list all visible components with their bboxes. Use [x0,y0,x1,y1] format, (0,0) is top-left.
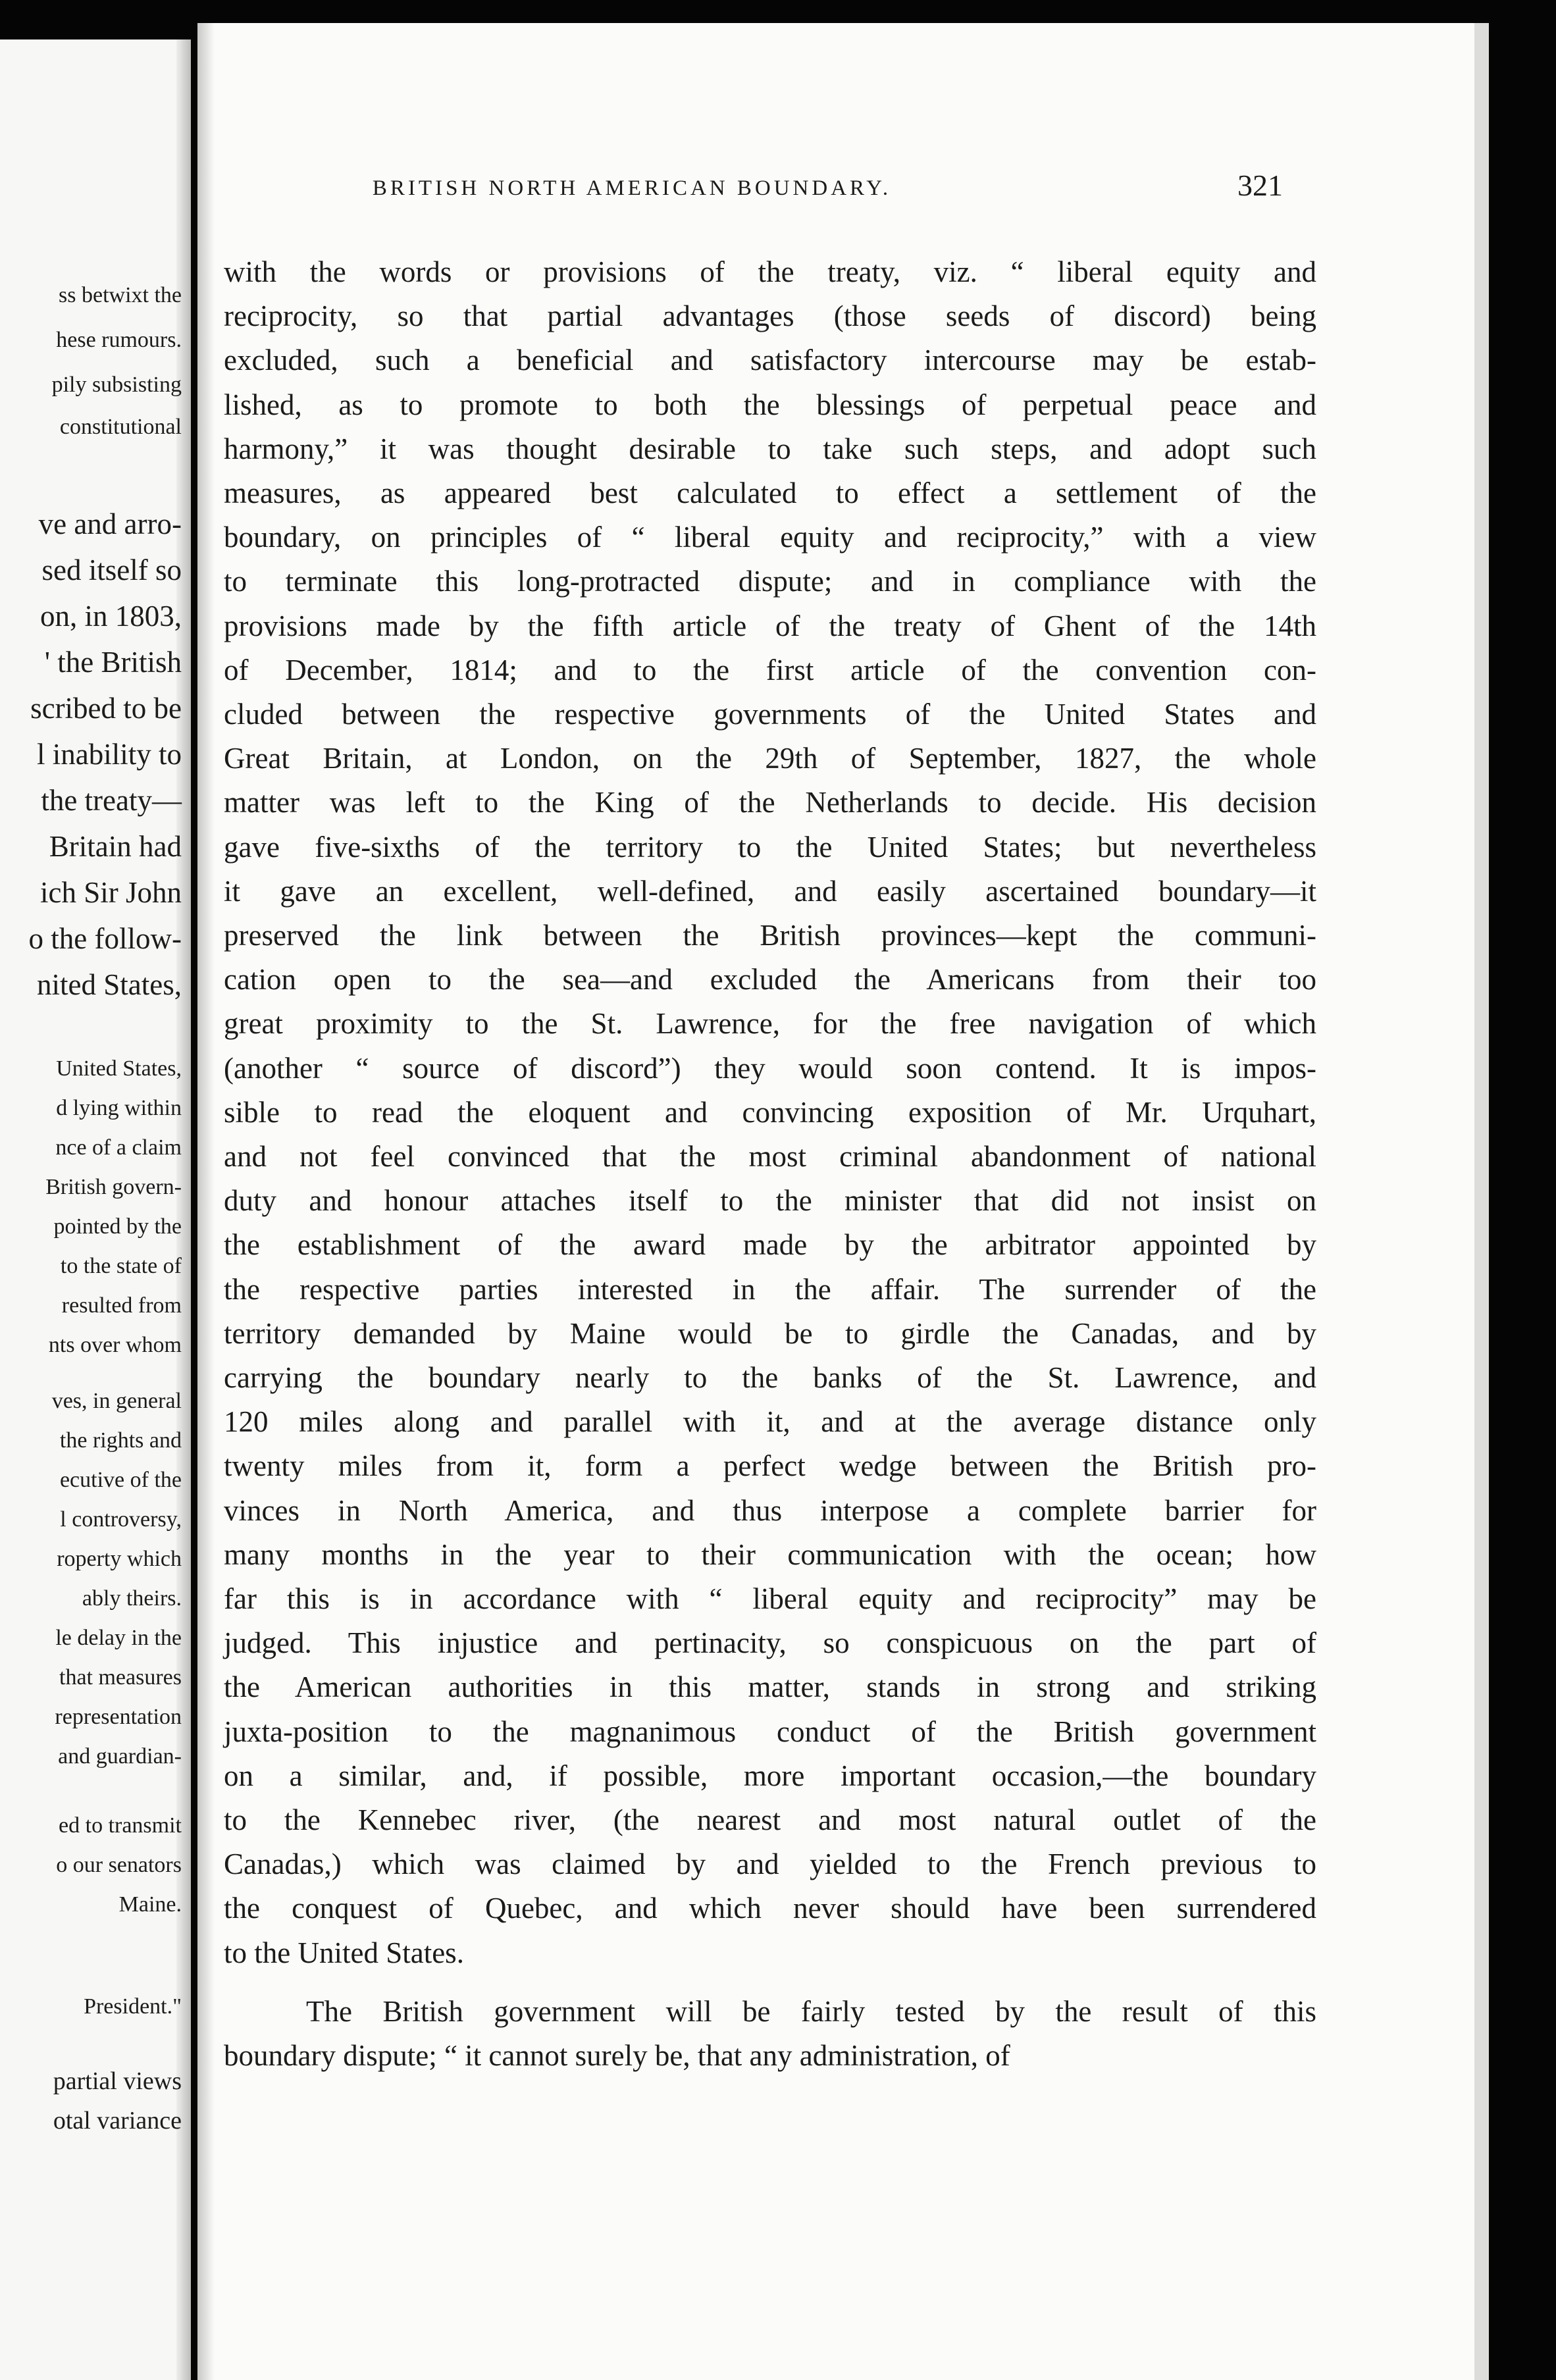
body-text-line: the American authorities in this matter, stands in strong and striking [224,1670,1316,1703]
body-text-line: boundary, on principles of “ liberal equity and reciprocity,” with a view [224,521,1316,554]
left-page-line: nited States, [37,968,182,1001]
left-page-line: ss betwixt the [59,283,182,307]
body-text-line: it gave an excellent, well-defined, and easily ascertained boundary—it [224,875,1316,908]
body-text-line: judged. This injustice and pertinacity, so conspicuous on the part of [224,1626,1316,1659]
body-text-line: measures, as appeared best calculated to effect a settlement of the [224,477,1316,509]
left-page-line: British govern- [45,1175,182,1199]
left-page-line: sed itself so [41,554,182,586]
page-edge-shadow [197,23,215,2380]
body-text-line: the respective parties interested in the affair. The surrender of the [224,1273,1316,1306]
left-page-line: hese rumours. [56,328,182,352]
body-text-line: provisions made by the fifth article of the treaty of Ghent of the 14th [224,609,1316,642]
left-page-line: nce of a claim [55,1135,182,1160]
left-page-line: that measures [59,1665,182,1690]
body-text-line: matter was left to the King of the Netherlands to decide. His decision [224,786,1316,819]
left-page-line: to the state of [60,1254,182,1278]
left-page-line: on, in 1803, [39,600,182,633]
body-text-line: lished, as to promote to both the blessings of perpetual peace and [224,388,1316,421]
left-page-line: nts over whom [48,1333,182,1357]
body-text-line: harmony,” it was thought desirable to take such steps, and adopt such [224,432,1316,465]
left-page-line: pily subsisting [51,373,182,397]
body-text-line: preserved the link between the British provinces—kept the communi- [224,919,1316,952]
left-page-line: o the follow- [28,922,182,955]
left-page-line: the treaty— [41,784,182,817]
body-text-line: territory demanded by Maine would be to girdle the Canadas, and by [224,1317,1316,1350]
body-text-line: the conquest of Quebec, and which never should have been surrendered [224,1892,1316,1925]
left-page-line: l inability to [37,738,182,771]
left-page-line: le delay in the [55,1626,182,1650]
body-text-line: gave five-sixths of the territory to the United States; but nevertheless [224,831,1316,864]
body-text-line: (another “ source of discord”) they would soon contend. It is impos- [224,1052,1316,1085]
left-page-line: ve and arro- [38,507,182,540]
body-text-line: to the Kennebec river, (the nearest and most natural outlet of the [224,1803,1316,1836]
body-text-line: the establishment of the award made by the arbitrator appointed by [224,1228,1316,1261]
page-number: 321 [1237,168,1283,202]
left-page-line: l controversy, [60,1507,182,1532]
body-text-line: many months in the year to their communication with the ocean; how [224,1538,1316,1571]
body-text-line: sible to read the eloquent and convincing exposition of Mr. Urquhart, [224,1096,1316,1129]
left-page-line: resulted from [61,1293,182,1318]
left-page-line: Maine. [118,1892,182,1917]
left-page-line: representation [55,1705,182,1729]
left-page-line: ' the British [44,646,182,679]
body-text-line: reciprocity, so that partial advantages (those seeds of discord) being [224,299,1316,332]
left-page-line: ed to transmit [59,1813,182,1838]
left-page-line: Britain had [49,830,182,863]
body-text-line: far this is in accordance with “ liberal equity and reciprocity” may be [224,1582,1316,1615]
body-text-line: Canadas,) which was claimed by and yielded to the French previous to [224,1848,1316,1880]
body-text-line: twenty miles from it, form a perfect wedge between the British pro- [224,1449,1316,1482]
body-text-line: to the United States. [224,1936,464,1969]
page-fore-edge [1474,23,1489,2380]
left-page-line: the rights and [59,1428,182,1453]
left-page-line: constitutional [59,415,182,439]
left-page-line: and guardian- [58,1744,182,1769]
left-page-line: o our senators [56,1853,182,1877]
body-text-line: duty and honour attaches itself to the minister that did not insist on [224,1184,1316,1217]
left-page-line: pointed by the [53,1214,182,1239]
running-head: BRITISH NORTH AMERICAN BOUNDARY. [372,176,892,200]
body-text-line: boundary dispute; “ it cannot surely be, that any administration, of [224,2039,1010,2072]
body-text-line: with the words or provisions of the treaty, viz. “ liberal equity and [224,255,1316,288]
body-text-line: excluded, such a beneficial and satisfactory intercourse may be estab- [224,344,1316,376]
body-text-line: to terminate this long-protracted dispute; and in compliance with the [224,565,1316,598]
left-page-line: President." [84,1994,182,2019]
left-page-line: scribed to be [30,692,182,725]
body-text-line: Great Britain, at London, on the 29th of September, 1827, the whole [224,742,1316,775]
body-text-line: great proximity to the St. Lawrence, for the free navigation of which [224,1007,1316,1040]
body-text-line: cation open to the sea—and excluded the Americans from their too [224,963,1316,996]
body-text-line: The British government will be fairly tested by the result of this [306,1995,1316,2028]
left-page-fragment [0,39,191,2380]
left-page-line: roperty which [57,1547,182,1571]
body-text-line: carrying the boundary nearly to the banks of the St. Lawrence, and [224,1361,1316,1394]
left-page-line: partial views [53,2067,182,2095]
left-page-line: ves, in general [51,1389,182,1413]
left-page-line: ich Sir John [39,876,182,909]
left-page-line: ecutive of the [59,1468,182,1492]
body-text-line: 120 miles along and parallel with it, and at the average distance only [224,1405,1316,1438]
body-text-line: juxta-position to the magnanimous conduct of the British government [224,1715,1316,1748]
left-page-line: d lying within [56,1096,182,1120]
left-page-line: ably theirs. [82,1586,182,1611]
body-text-line: cluded between the respective governments of the United States and [224,698,1316,731]
body-text-line: and not feel convinced that the most criminal abandonment of national [224,1140,1316,1173]
body-text-line: vinces in North America, and thus interpose a complete barrier for [224,1494,1316,1527]
left-page-line: United States, [56,1056,182,1081]
body-text-line: of December, 1814; and to the first article of the convention con- [224,654,1316,686]
left-page-line: otal variance [53,2107,182,2134]
body-text-line: on a similar, and, if possible, more important occasion,—the boundary [224,1759,1316,1792]
